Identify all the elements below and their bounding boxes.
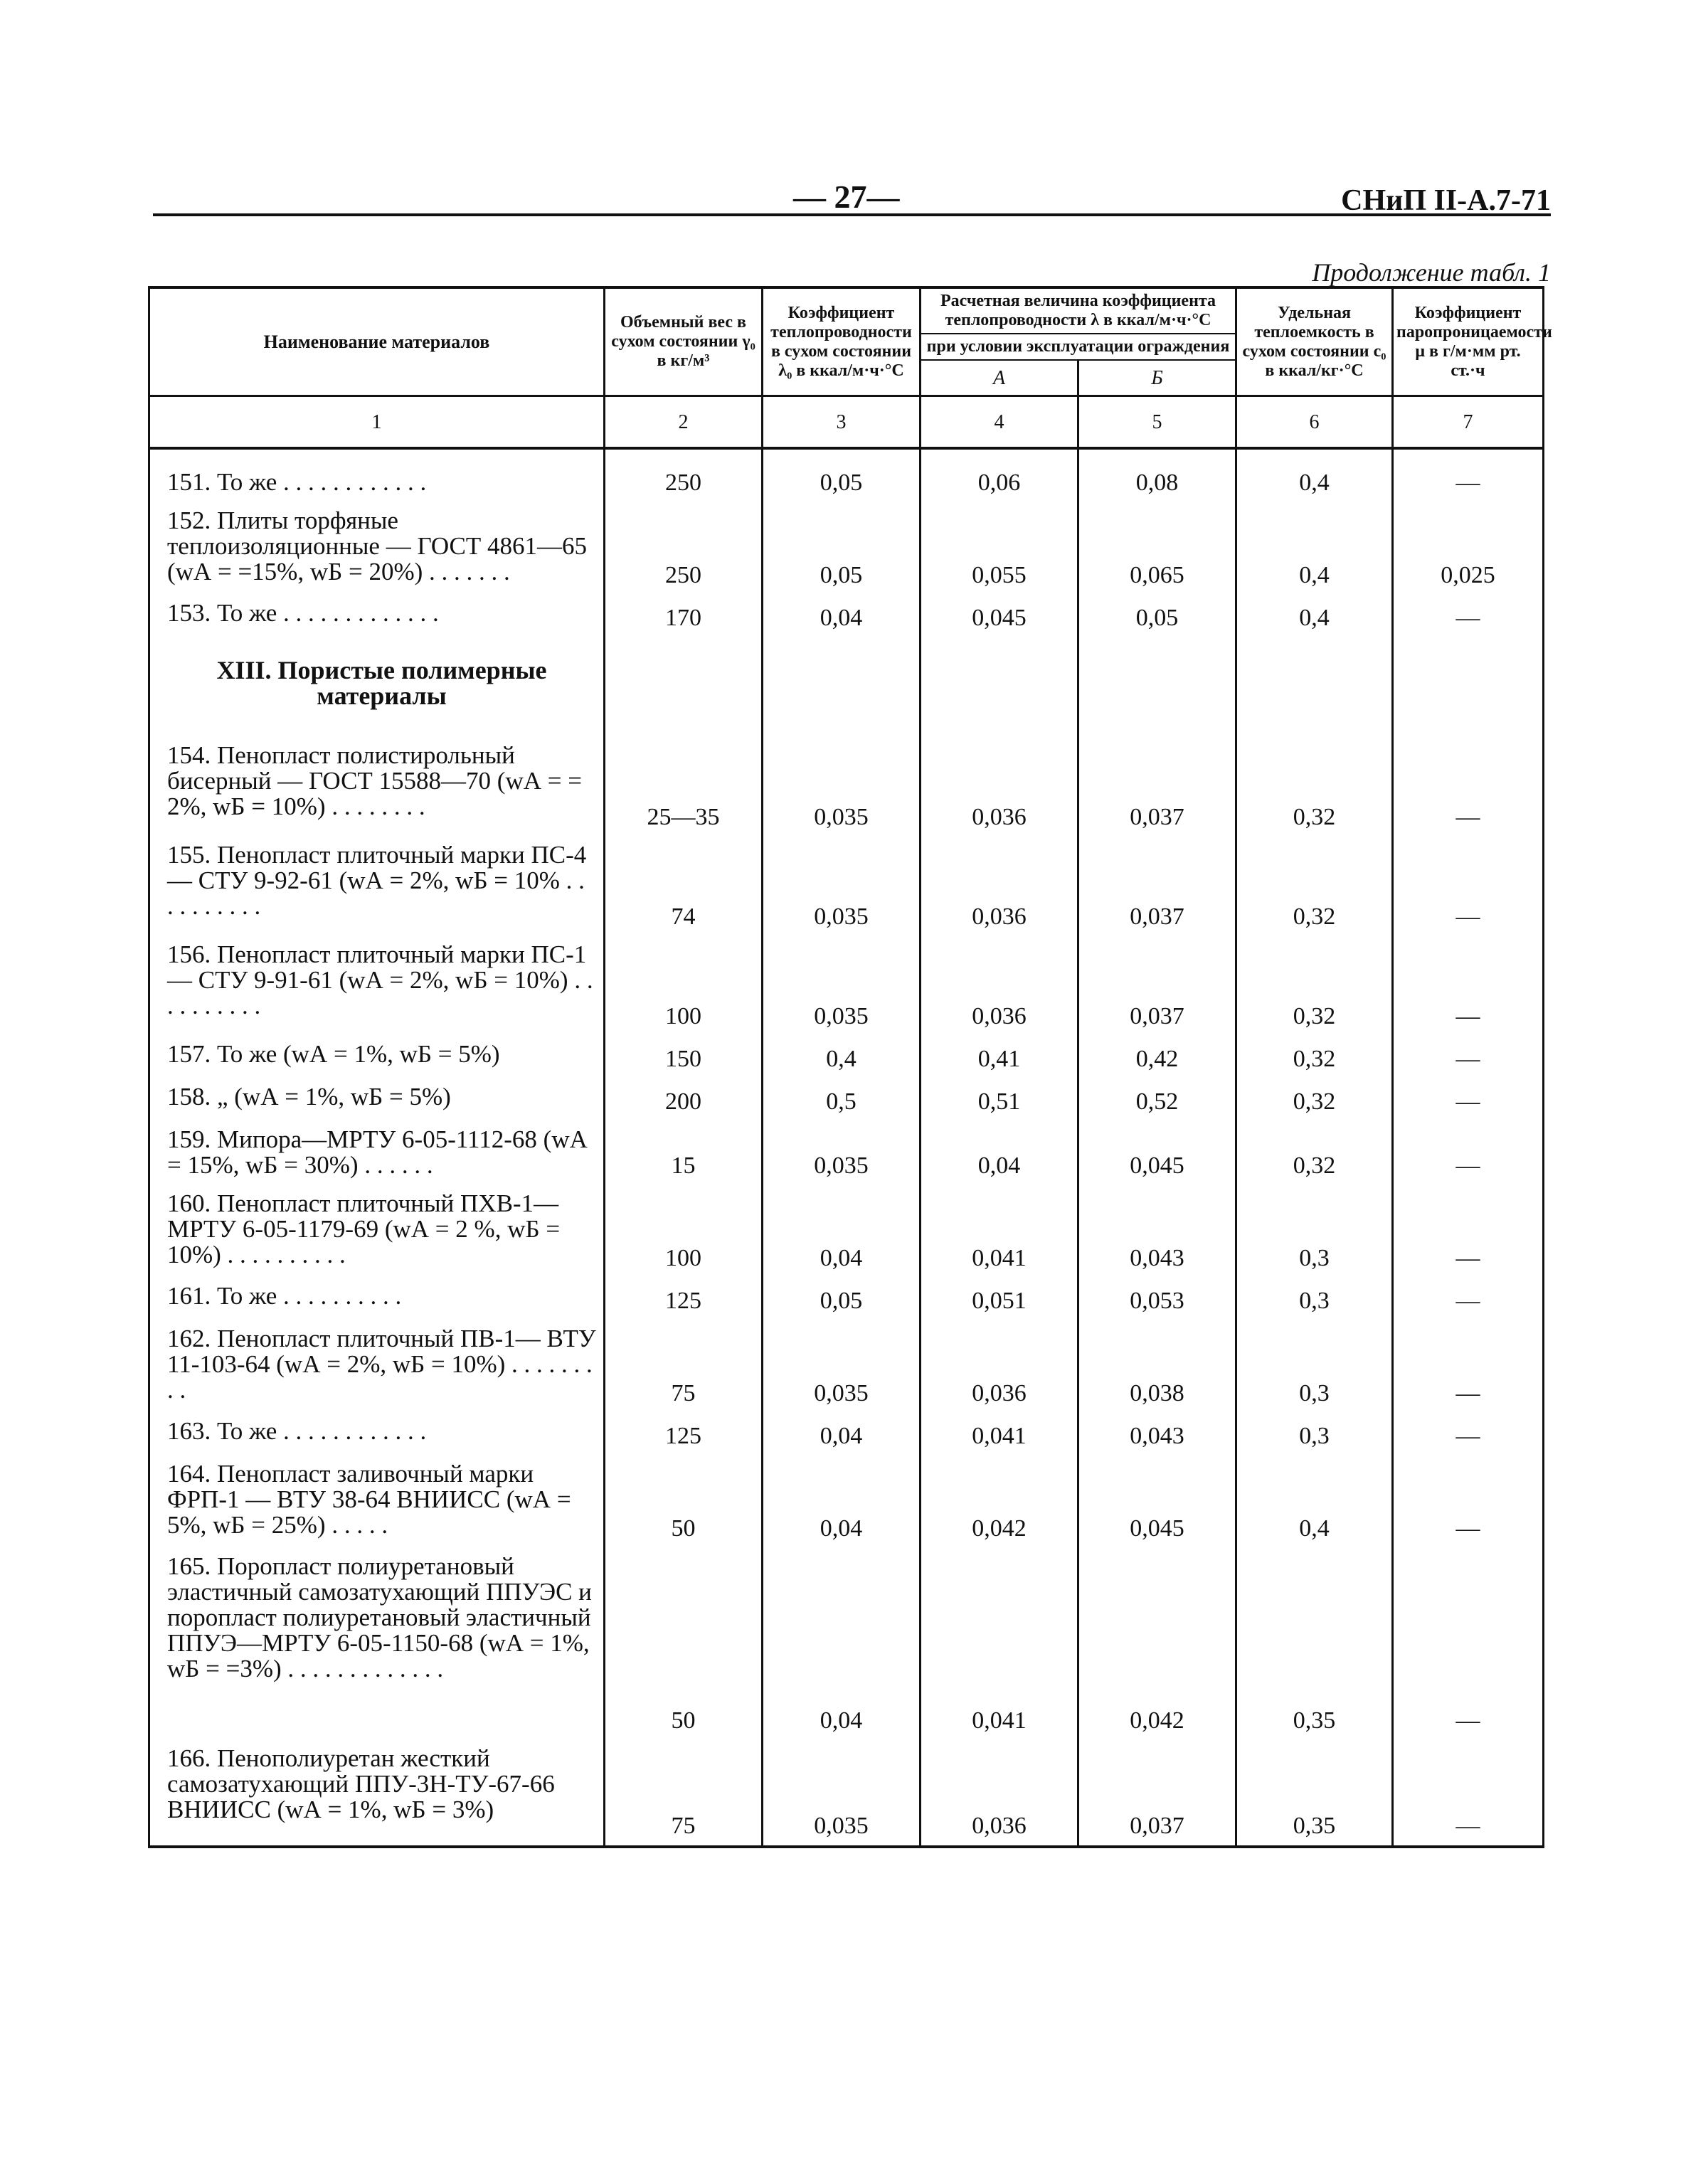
vapor-permeability-cell: — [1393, 1413, 1544, 1456]
table-row [149, 502, 1544, 595]
conductivity-a-cell: 0,41 [921, 1036, 1078, 1078]
vapor-permeability-cell: — [1393, 1320, 1544, 1413]
material-name: 157. То же (wА = 1%, wБ = 5%) [149, 1036, 605, 1078]
conductivity-b-cell: 0,037 [1078, 837, 1236, 936]
heat-capacity-cell: 0,4 [1236, 502, 1393, 595]
volume-weight-cell: 25—35 [605, 737, 763, 837]
conductivity-a-cell: 0,036 [921, 1320, 1078, 1413]
material-name: 158. „ (wА = 1%, wБ = 5%) [149, 1078, 605, 1121]
conductivity-a-cell: 0,041 [921, 1548, 1078, 1740]
vapor-permeability-cell: — [1393, 837, 1544, 936]
empty-cell [1236, 637, 1393, 737]
table-row [149, 1278, 1544, 1320]
material-name: 153. То же . . . . . . . . . . . . . [149, 595, 605, 637]
volume-weight-cell: 200 [605, 1078, 763, 1121]
empty-cell [921, 637, 1078, 737]
col-number: 5 [1078, 396, 1236, 449]
material-name: 155. Пенопласт плиточный марки ПС-4 — СТУ 9-92-61 (wА = 2%, wБ = 10% . . . . . . . . . . [149, 837, 605, 936]
vapor-permeability-cell: — [1393, 1740, 1544, 1847]
volume-weight-cell: 250 [605, 448, 763, 502]
heat-capacity-cell: 0,4 [1236, 1456, 1393, 1548]
col-number: 2 [605, 396, 763, 449]
volume-weight-cell: 100 [605, 936, 763, 1036]
table-row [149, 1740, 1544, 1847]
conductivity-b-cell: 0,52 [1078, 1078, 1236, 1121]
materials-table [148, 286, 1552, 1848]
conductivity-dry-cell: 0,035 [763, 837, 921, 936]
conductivity-dry-cell: 0,05 [763, 448, 921, 502]
heat-capacity-cell: 0,32 [1236, 837, 1393, 936]
conductivity-dry-cell: 0,035 [763, 1121, 921, 1185]
material-name: 164. Пенопласт заливочный марки ФРП-1 — ВТУ 38-64 ВНИИСС (wА = 5%, wБ = 25%) . . . . . [149, 1456, 605, 1548]
empty-cell [1393, 637, 1544, 737]
vapor-permeability-cell: — [1393, 1036, 1544, 1078]
heat-capacity-cell: 0,32 [1236, 1078, 1393, 1121]
volume-weight-cell: 50 [605, 1548, 763, 1740]
table-row [149, 1413, 1544, 1456]
col-number: 1 [149, 396, 605, 449]
table-row [149, 1121, 1544, 1185]
vapor-permeability-cell: — [1393, 1078, 1544, 1121]
volume-weight-cell: 50 [605, 1456, 763, 1548]
conductivity-a-cell: 0,036 [921, 1740, 1078, 1847]
heat-capacity-cell: 0,32 [1236, 1036, 1393, 1078]
table-row [149, 1320, 1544, 1413]
volume-weight-cell: 75 [605, 1320, 763, 1413]
empty-cell [1078, 637, 1236, 737]
table-row [149, 1548, 1544, 1740]
heat-capacity-cell: 0,35 [1236, 1740, 1393, 1847]
conductivity-a-cell: 0,51 [921, 1078, 1078, 1121]
conductivity-b-cell: 0,043 [1078, 1413, 1236, 1456]
col-header-heat-capacity: Удельная теплоемкость в сухом состоянии c₀ в ккал/кг·°С [1236, 287, 1393, 396]
conductivity-dry-cell: 0,04 [763, 1413, 921, 1456]
conductivity-a-cell: 0,04 [921, 1121, 1078, 1185]
conductivity-b-cell: 0,053 [1078, 1278, 1236, 1320]
conductivity-a-cell: 0,06 [921, 448, 1078, 502]
col-header-conditions: при условии эксплуатации ограждения [921, 334, 1236, 360]
table-row [149, 1078, 1544, 1121]
vapor-permeability-cell: — [1393, 1548, 1544, 1740]
col-header-calc-conductivity: Расчетная величина коэффициента теплопроводности λ в ккал/м·ч·°С [921, 287, 1236, 334]
col-header-b: Б [1078, 360, 1236, 396]
conductivity-b-cell: 0,037 [1078, 737, 1236, 837]
conductivity-b-cell: 0,037 [1078, 1740, 1236, 1847]
vapor-permeability-cell: — [1393, 1185, 1544, 1278]
conductivity-dry-cell: 0,035 [763, 737, 921, 837]
table-row [149, 1456, 1544, 1548]
conductivity-dry-cell: 0,035 [763, 1740, 921, 1847]
material-name: 152. Плиты торфяные теплоизоляционные — ГОСТ 4861—65 (wА = =15%, wБ = 20%) . . . . . . . [149, 502, 605, 595]
heat-capacity-cell: 0,32 [1236, 737, 1393, 837]
material-name: 165. Поропласт полиуретановый эластичный самозатухающий ППУЭС и поропласт полиуретановый эластичный ППУЭ—МРТУ 6-05-1150-68 (wА = 1%, wБ = =3%) . . . . . . . . . . . . . [149, 1548, 605, 1740]
col-number: 3 [763, 396, 921, 449]
conductivity-b-cell: 0,05 [1078, 595, 1236, 637]
volume-weight-cell: 75 [605, 1740, 763, 1847]
heat-capacity-cell: 0,3 [1236, 1278, 1393, 1320]
material-name: 156. Пенопласт плиточный марки ПС-1 — СТУ 9-91-61 (wА = 2%, wБ = 10%) . . . . . . . . . . [149, 936, 605, 1036]
vapor-permeability-cell: — [1393, 737, 1544, 837]
vapor-permeability-cell: — [1393, 1456, 1544, 1548]
heat-capacity-cell: 0,4 [1236, 448, 1393, 502]
conductivity-b-cell: 0,045 [1078, 1121, 1236, 1185]
conductivity-dry-cell: 0,04 [763, 1456, 921, 1548]
table-row [149, 1185, 1544, 1278]
page-number: — 27— [793, 179, 900, 215]
conductivity-a-cell: 0,041 [921, 1185, 1078, 1278]
table-row [149, 595, 1544, 637]
conductivity-dry-cell: 0,4 [763, 1036, 921, 1078]
material-name: 160. Пенопласт плиточный ПХВ-1— МРТУ 6-05-1179-69 (wА = 2 %, wБ = 10%) . . . . . . . . . . [149, 1185, 605, 1278]
col-header-volume-weight: Объемный вес в сухом состоянии γ₀ в кг/м³ [605, 287, 763, 396]
volume-weight-cell: 150 [605, 1036, 763, 1078]
col-header-vapor-permeability: Коэффициент паропроницаемости μ в г/м·мм рт. ст.·ч [1393, 287, 1544, 396]
col-header-conductivity-dry: Коэффициент теплопроводности в сухом состоянии λ₀ в ккал/м·ч·°С [763, 287, 921, 396]
conductivity-a-cell: 0,045 [921, 595, 1078, 637]
vapor-permeability-cell: — [1393, 595, 1544, 637]
table-row [149, 936, 1544, 1036]
col-number: 7 [1393, 396, 1544, 449]
col-number: 4 [921, 396, 1078, 449]
volume-weight-cell: 125 [605, 1278, 763, 1320]
volume-weight-cell: 125 [605, 1413, 763, 1456]
conductivity-a-cell: 0,051 [921, 1278, 1078, 1320]
material-name: 154. Пенопласт полистирольный бисерный — ГОСТ 15588—70 (wА = = 2%, wБ = 10%) . . . . . . . . [149, 737, 605, 837]
material-name: 163. То же . . . . . . . . . . . . [149, 1413, 605, 1456]
conductivity-b-cell: 0,42 [1078, 1036, 1236, 1078]
material-name: 166. Пенополиуретан жесткий самозатухающий ППУ-3Н-ТУ-67-66 ВНИИСС (wА = 1%, wБ = 3%) [149, 1740, 605, 1847]
table-continuation-label: Продолжение табл. 1 [1312, 258, 1551, 287]
table-section-row [149, 637, 1544, 737]
volume-weight-cell: 250 [605, 502, 763, 595]
heat-capacity-cell: 0,4 [1236, 595, 1393, 637]
volume-weight-cell: 100 [605, 1185, 763, 1278]
col-header-a: А [921, 360, 1078, 396]
col-number: 6 [1236, 396, 1393, 449]
volume-weight-cell: 170 [605, 595, 763, 637]
material-name: 151. То же . . . . . . . . . . . . [149, 448, 605, 502]
heat-capacity-cell: 0,35 [1236, 1548, 1393, 1740]
conductivity-dry-cell: 0,05 [763, 502, 921, 595]
heat-capacity-cell: 0,3 [1236, 1185, 1393, 1278]
heat-capacity-cell: 0,32 [1236, 936, 1393, 1036]
conductivity-dry-cell: 0,04 [763, 595, 921, 637]
vapor-permeability-cell: 0,025 [1393, 502, 1544, 595]
heat-capacity-cell: 0,3 [1236, 1413, 1393, 1456]
conductivity-a-cell: 0,042 [921, 1456, 1078, 1548]
conductivity-b-cell: 0,045 [1078, 1456, 1236, 1548]
volume-weight-cell: 74 [605, 837, 763, 936]
conductivity-a-cell: 0,041 [921, 1413, 1078, 1456]
heat-capacity-cell: 0,32 [1236, 1121, 1393, 1185]
conductivity-a-cell: 0,036 [921, 936, 1078, 1036]
conductivity-dry-cell: 0,04 [763, 1548, 921, 1740]
vapor-permeability-cell: — [1393, 1121, 1544, 1185]
header-rule [153, 213, 1551, 216]
heat-capacity-cell: 0,3 [1236, 1320, 1393, 1413]
volume-weight-cell: 15 [605, 1121, 763, 1185]
col-header-name: Наименование материалов [149, 287, 605, 396]
conductivity-b-cell: 0,08 [1078, 448, 1236, 502]
vapor-permeability-cell: — [1393, 448, 1544, 502]
conductivity-a-cell: 0,055 [921, 502, 1078, 595]
document-id: СНиП II-А.7-71 [1341, 184, 1551, 217]
empty-cell [605, 637, 763, 737]
material-name: 162. Пенопласт плиточный ПВ-1— ВТУ 11-103-64 (wА = 2%, wБ = 10%) . . . . . . . . . [149, 1320, 605, 1413]
empty-cell [763, 637, 921, 737]
conductivity-b-cell: 0,042 [1078, 1548, 1236, 1740]
material-name: 159. Мипора—МРТУ 6-05-1112-68 (wА = 15%, wБ = 30%) . . . . . . [149, 1121, 605, 1185]
conductivity-a-cell: 0,036 [921, 737, 1078, 837]
vapor-permeability-cell: — [1393, 1278, 1544, 1320]
conductivity-dry-cell: 0,5 [763, 1078, 921, 1121]
table-row [149, 837, 1544, 936]
vapor-permeability-cell: — [1393, 936, 1544, 1036]
material-name: 161. То же . . . . . . . . . . [149, 1278, 605, 1320]
conductivity-b-cell: 0,038 [1078, 1320, 1236, 1413]
conductivity-a-cell: 0,036 [921, 837, 1078, 936]
conductivity-b-cell: 0,037 [1078, 936, 1236, 1036]
conductivity-b-cell: 0,043 [1078, 1185, 1236, 1278]
conductivity-dry-cell: 0,04 [763, 1185, 921, 1278]
table-row [149, 1036, 1544, 1078]
conductivity-dry-cell: 0,05 [763, 1278, 921, 1320]
conductivity-dry-cell: 0,035 [763, 936, 921, 1036]
table-row [149, 737, 1544, 837]
conductivity-dry-cell: 0,035 [763, 1320, 921, 1413]
table-row [149, 448, 1544, 502]
section-title: XIII. Пористые полимерные материалы [149, 637, 605, 737]
conductivity-b-cell: 0,065 [1078, 502, 1236, 595]
